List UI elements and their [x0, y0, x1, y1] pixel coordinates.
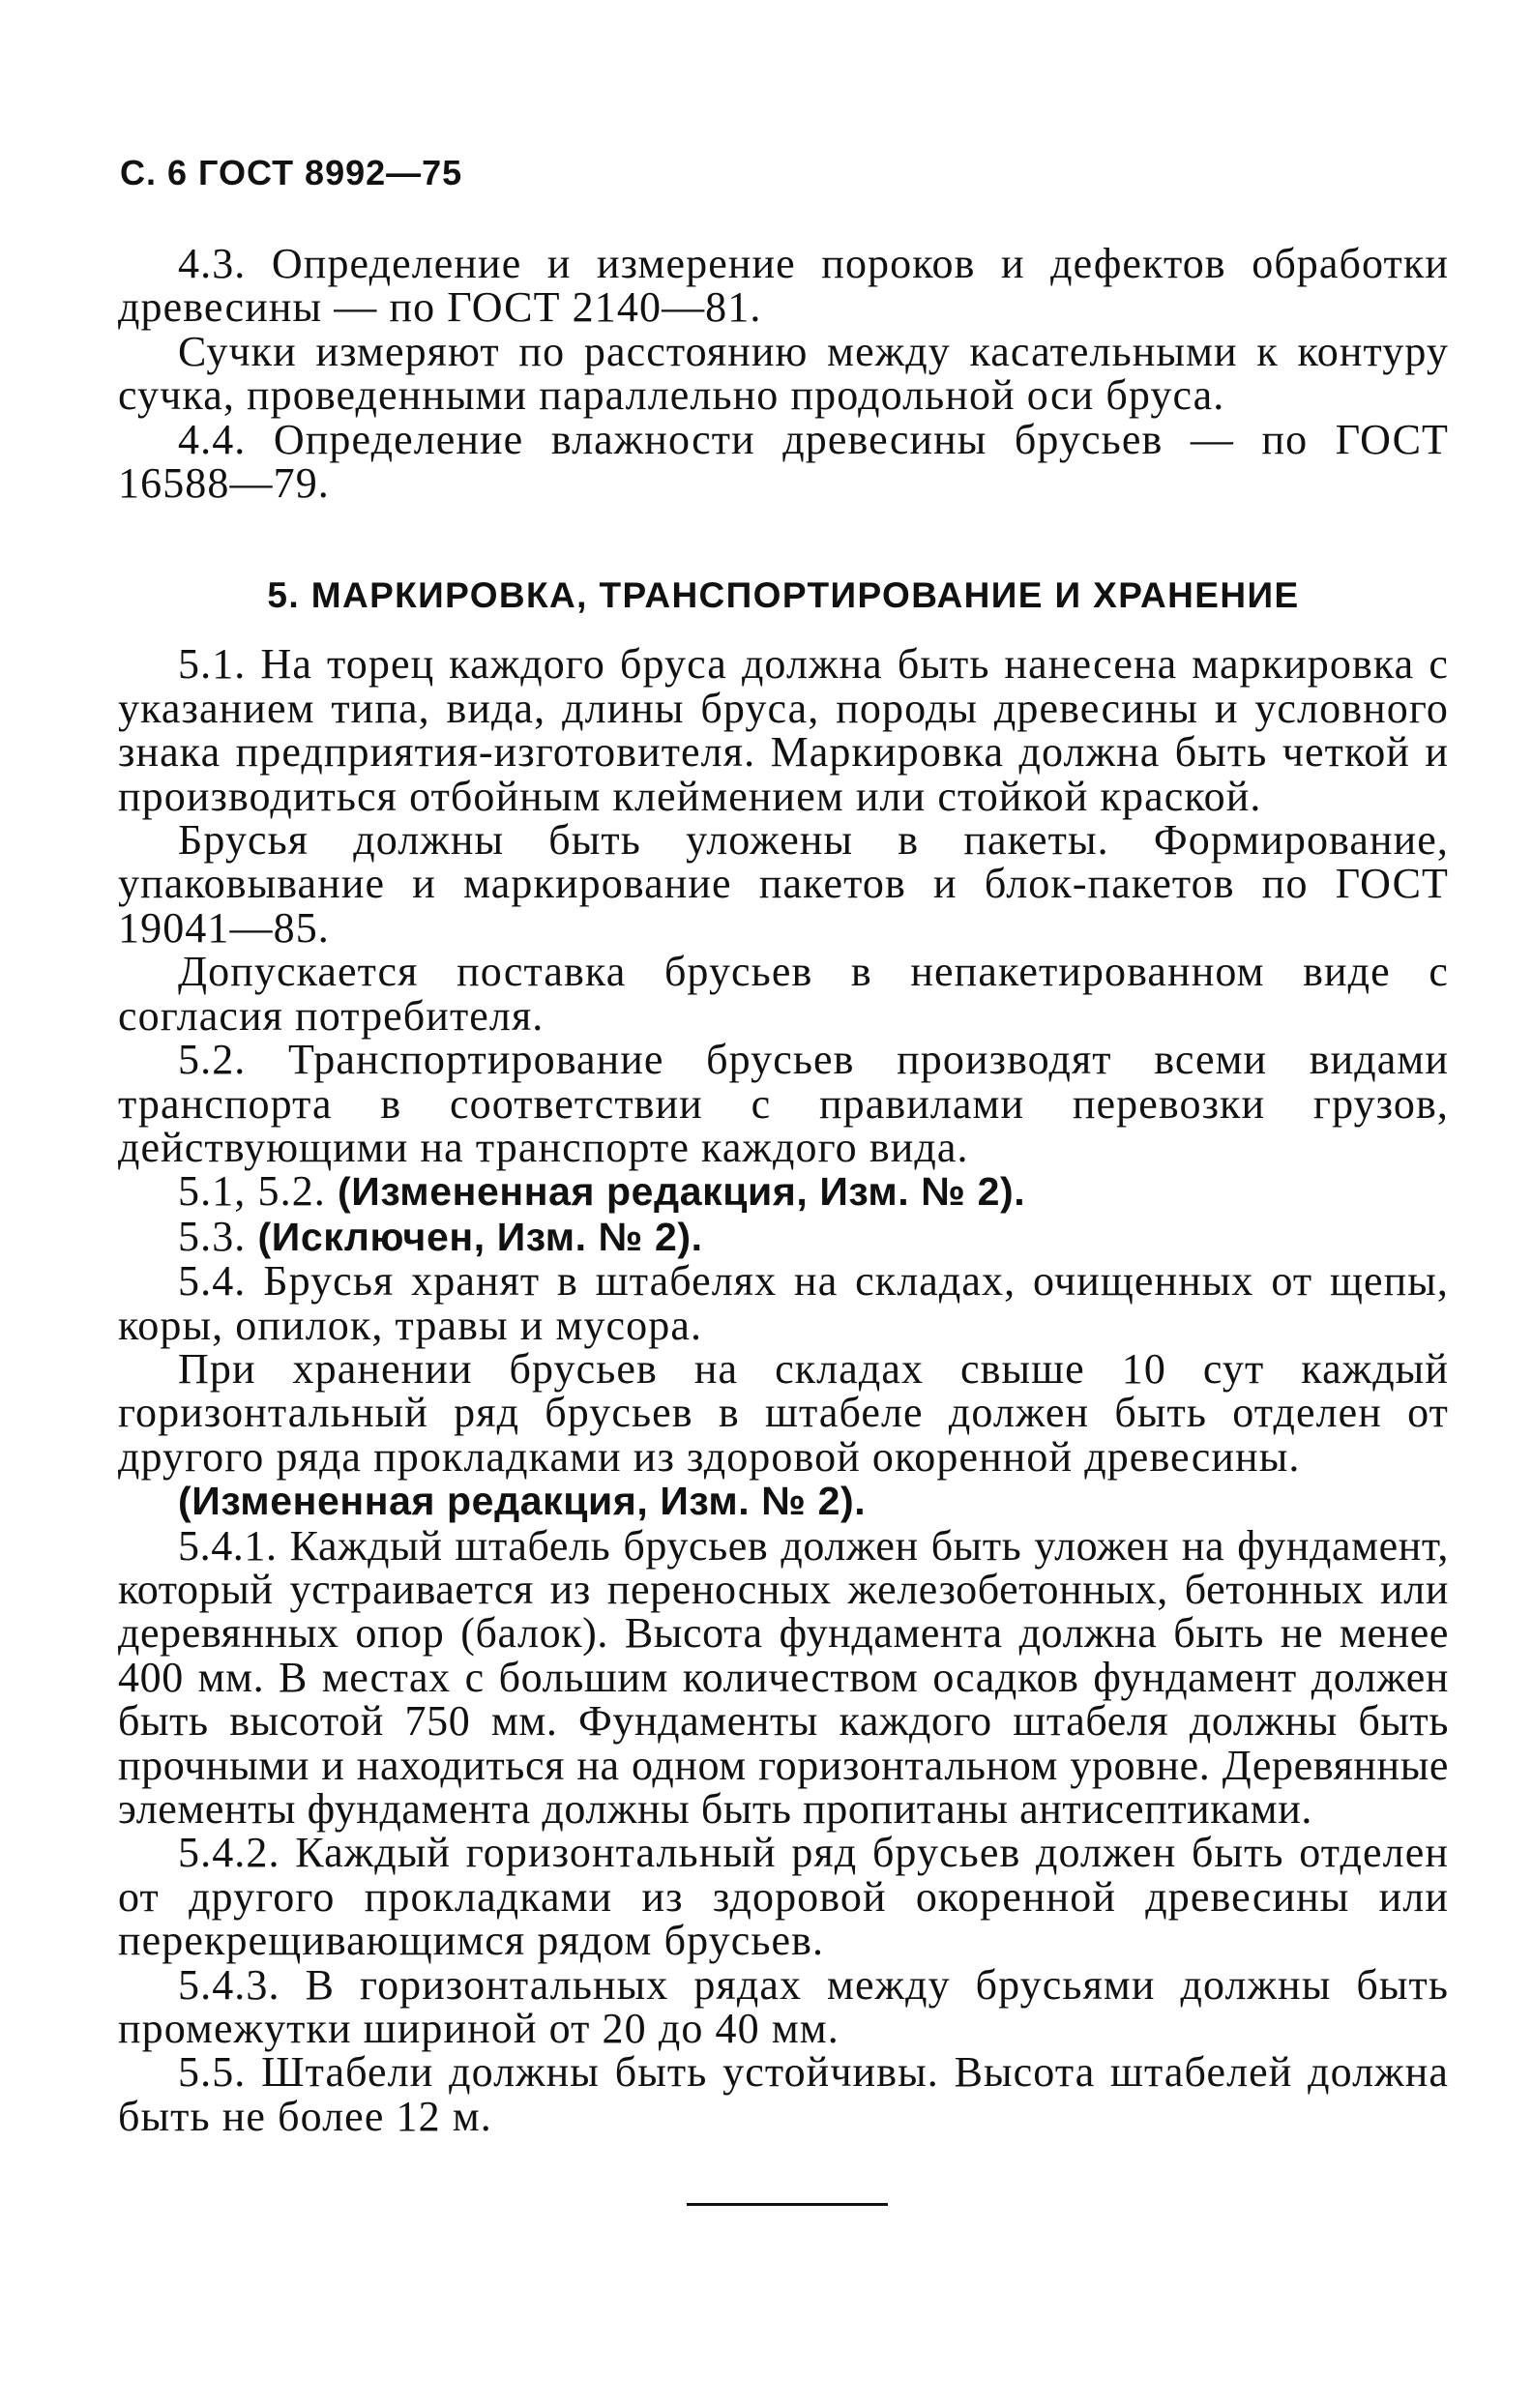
- paragraph-4-3-knots: Сучки измеряют по расстоянию между касательными к контуру сучка, проведенными параллельно продольной оси бруса.: [118, 327, 1449, 420]
- paragraph-5-1-packs: Брусья должны быть уложены в пакеты. Формирование, упаковывание и маркирование пакетов и блок-пакетов по ГОСТ 19041—85.: [118, 816, 1449, 952]
- amendment-note-5-4: [118, 1479, 1449, 1523]
- paragraph-5-4: 5.4. Брусья хранят в штабелях на складах, очищенных от щепы, коры, опилок, травы и мусора.: [118, 1257, 1449, 1349]
- end-divider: [687, 2203, 888, 2206]
- paragraph-5-4-1: 5.4.1. Каждый штабель брусьев должен быть уложен на фундамент, который устраивается из переносных железобетонных, бетонных или деревянных опор (балок). Высота фундамента должна быть не менее 400 мм. В местах с большим количеством осадков фундамент должен быть высотой 750 мм. Фундаменты каждого штабеля должны быть прочными и находиться на одном горизонтальном уровне. Деревянные элементы фундамента должны быть пропитаны антисептиками.: [118, 1521, 1449, 1833]
- section-5-title: 5. МАРКИРОВКА, ТРАНСПОРТИРОВАНИЕ И ХРАНЕНИЕ: [267, 575, 1300, 616]
- amendment-ref: 5.1, 5.2.: [178, 1167, 326, 1216]
- paragraph-5-1: 5.1. На торец каждого бруса должна быть нанесена маркировка с указанием типа, вида, длины бруса, породы древесины и условного знака предприятия-изготовителя. Маркировка должна быть четкой и производиться отбойным клеймением или стойкой краской.: [118, 640, 1449, 820]
- paragraph-5-4-storage: При хранении брусьев на складах свыше 10 сут каждый горизонтальный ряд брусьев в штабеле должен быть отделен от другого ряда прокладками из здоровой окоренной древесины.: [118, 1344, 1449, 1481]
- paragraph-5-4-2: 5.4.2. Каждый горизонтальный ряд брусьев должен быть отделен от другого прокладками из здоровой окоренной древесины или перекрещивающимся рядом брусьев.: [118, 1829, 1449, 1965]
- amendment-text: (Измененная редакция, Изм. № 2).: [338, 1169, 1026, 1215]
- page-header: С. 6 ГОСТ 8992—75: [120, 153, 463, 192]
- document-body: [118, 242, 1449, 2138]
- excluded-note-5-3: [118, 1212, 1449, 1260]
- paragraph-4-3: 4.3. Определение и измерение пороков и дефектов обработки древесины — по ГОСТ 2140—81.: [118, 240, 1449, 332]
- amendment-text: (Измененная редакция, Изм. № 2).: [178, 1479, 867, 1524]
- excluded-ref: 5.3.: [178, 1212, 247, 1260]
- paragraph-5-5: 5.5. Штабели должны быть устойчивы. Высота штабелей должна быть не более 12 м.: [118, 2048, 1449, 2140]
- paragraph-5-2: 5.2. Транспортирование брусьев производят всеми видами транспорта в соответствии с правилами перевозки грузов, действующими на транспорте каждого вида.: [118, 1036, 1449, 1171]
- paragraph-5-4-3: 5.4.3. В горизонтальных рядах между брусьями должны быть промежутки шириной от 20 до 40 мм.: [118, 1960, 1449, 2053]
- paragraph-5-1-unpacked: Допускается поставка брусьев в непакетированном виде с согласия потребителя.: [118, 948, 1449, 1040]
- excluded-text: (Исключен, Изм. № 2).: [257, 1214, 703, 1259]
- paragraph-4-4: 4.4. Определение влажности древесины брусьев — по ГОСТ 16588—79.: [118, 415, 1449, 508]
- amendment-note-5-1-5-2: [118, 1169, 1449, 1214]
